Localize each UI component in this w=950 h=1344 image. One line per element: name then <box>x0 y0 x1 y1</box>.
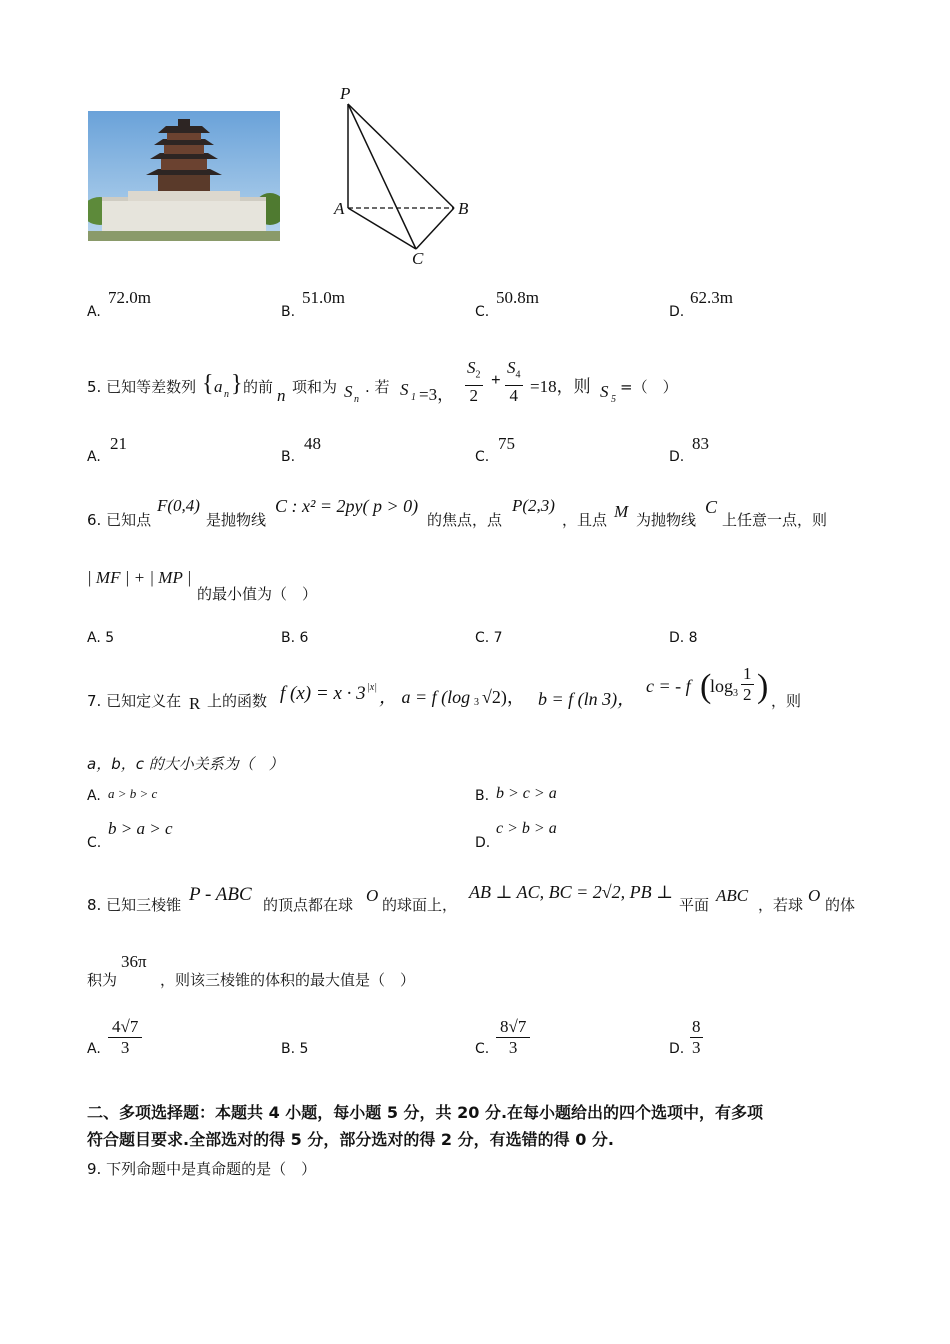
q5-plus: + <box>491 370 501 389</box>
q4-option-d-letter[interactable]: D. <box>669 304 685 320</box>
q5-option-a-letter[interactable]: A. <box>87 449 101 465</box>
q5-option-d-letter[interactable]: D. <box>669 449 685 465</box>
q7-c-paren-r: ) <box>757 668 769 705</box>
label-A: A <box>334 199 345 218</box>
q4-option-c-letter[interactable]: C. <box>475 304 490 320</box>
q7-option-c-value: b > a > c <box>108 819 173 838</box>
q7-R: R <box>189 694 201 713</box>
q6-t4: 为抛物线 <box>636 511 697 529</box>
q8-option-a-den: 3 <box>120 1038 130 1057</box>
q8-ABC: ABC <box>716 886 749 905</box>
q5-cond1-val: =3， <box>419 385 455 404</box>
q7-func-sup: |x| <box>367 682 377 693</box>
label-P: P <box>340 84 351 103</box>
q7-line2: a，b，c 的大小关系为（ ） <box>87 755 284 773</box>
q5-option-d-value: 83 <box>692 434 709 453</box>
q5-option-c-letter[interactable]: C. <box>475 449 490 465</box>
q5-S5-sub: 5 <box>611 394 616 405</box>
q6-option-b[interactable]: B. 6 <box>281 630 309 646</box>
q6-prefix: 6. 已知点 <box>87 511 152 529</box>
q8-cond: AB ⊥ AC, BC = 2√2, PB ⊥ <box>469 882 674 902</box>
q5-seq-sub: n <box>224 389 229 400</box>
q6-expr: | MF | + | MP | <box>87 568 192 587</box>
q4-option-d-value: 62.3m <box>690 288 733 307</box>
q4-option-c-value: 50.8m <box>496 288 539 307</box>
section-2-line1: 二、多项选择题：本题共 4 小题，每小题 5 分，共 20 分.在每小题给出的四个选项中，有多项 <box>87 1103 764 1122</box>
q5-n: n <box>277 386 286 405</box>
pavilion-image <box>88 111 280 241</box>
q6-t6: 的最小值为（ ） <box>197 585 318 603</box>
q5-S5: S <box>600 382 609 401</box>
q8-line2b: ，则该三棱锥的体积的最大值是（ ） <box>160 971 416 989</box>
q8-pyr: P - ABC <box>189 884 252 905</box>
q5-t3: . 若 <box>365 378 390 396</box>
q6-C2: C <box>705 497 718 517</box>
q8-option-c-letter[interactable]: C. <box>475 1041 490 1057</box>
q7-a: ， a = f (log <box>379 687 471 707</box>
q7-t1: 上的函数 <box>207 692 268 710</box>
q6-t5: 上任意一点，则 <box>722 511 828 529</box>
q7-c-paren-l: ( <box>700 668 712 705</box>
q7-c: c = - f <box>646 676 691 696</box>
q5-S: S <box>344 382 353 401</box>
q7-option-d-letter[interactable]: D. <box>475 835 491 851</box>
q7-option-d-value: c > b > a <box>496 820 557 837</box>
q5-S-sub: n <box>354 394 359 405</box>
q5-option-a-value: 21 <box>110 434 127 453</box>
question-9: 9. 下列命题中是真命题的是（ ） <box>87 1160 317 1178</box>
q5-option-b-value: 48 <box>304 434 321 453</box>
q5-frac-2 <box>505 358 523 406</box>
q8-t4: ，若球 <box>758 896 804 914</box>
pavilion-photo <box>88 111 280 241</box>
q7-c-log: log <box>710 676 734 696</box>
q5-frac1-den: 2 <box>469 386 478 406</box>
q7-func: f (x) = x · 3 <box>280 683 366 704</box>
q5-seq: a <box>214 377 223 396</box>
q8-t1: 的顶点都在球 <box>263 896 354 914</box>
q6-F: F(0,4) <box>157 496 200 515</box>
q8-line2a: 积为 <box>87 971 118 989</box>
q5-option-c-value: 75 <box>498 434 515 453</box>
q7-a-arg: √2)， <box>482 687 525 707</box>
q5-frac2-num: S <box>507 358 516 377</box>
q7-option-a-value: a > b > c <box>108 786 158 801</box>
q4-option-b-value: 51.0m <box>302 288 345 307</box>
q5-frac1-num: S <box>467 358 476 377</box>
q5-eq18: =18，则 <box>530 377 591 396</box>
q5-cond1: S <box>400 380 409 399</box>
q6-option-a[interactable]: A. 5 <box>87 630 115 646</box>
label-B: B <box>458 199 469 218</box>
q8-vol: 36π <box>121 952 147 971</box>
q5-end: =（ ） <box>620 378 678 396</box>
q5-brace-left: { <box>202 371 214 397</box>
q8-t5: 的体 <box>825 896 856 914</box>
pyramid-figure <box>326 84 486 272</box>
q8-prefix: 8. 已知三棱锥 <box>87 896 182 914</box>
q6-t3: ，且点 <box>562 511 608 529</box>
q8-t3: 平面 <box>679 896 710 914</box>
section-2-line2: 符合题目要求.全部选对的得 5 分，部分选对的得 2 分，有选错的得 0 分. <box>87 1130 614 1149</box>
q8-O: O <box>366 886 379 905</box>
q8-option-c-den: 3 <box>508 1038 518 1057</box>
q5-brace-right: } <box>231 371 243 397</box>
q6-option-c[interactable]: C. 7 <box>475 630 503 646</box>
q7-option-c-letter[interactable]: C. <box>87 835 102 851</box>
q8-option-d-den: 3 <box>692 1038 701 1057</box>
q5-t2: 项和为 <box>292 378 338 396</box>
q7-t2: ，则 <box>771 692 802 710</box>
label-C: C <box>412 249 424 268</box>
q5-option-b-letter[interactable]: B. <box>281 449 296 465</box>
q8-option-b[interactable]: B. 5 <box>281 1041 309 1057</box>
q5-prefix: 5. 已知等差数列 <box>87 378 197 396</box>
q5-frac2-den: 4 <box>509 386 518 406</box>
q8-option-d-letter[interactable]: D. <box>669 1041 685 1057</box>
q8-option-d-frac <box>690 1017 703 1058</box>
q4-option-a-value: 72.0m <box>108 288 151 307</box>
q7-c-num: 1 <box>743 664 752 683</box>
q7-a-sub: 3 <box>474 697 479 708</box>
q8-O2: O <box>808 886 821 905</box>
q8-option-a-frac <box>108 1017 142 1058</box>
q7-option-a-letter[interactable]: A. <box>87 788 101 804</box>
q7-option-b-letter[interactable]: B. <box>475 788 490 804</box>
q7-b: b = f (ln 3)， <box>538 689 636 709</box>
q8-option-c-num: 8√7 <box>496 1017 530 1038</box>
q5-cond1-sub: 1 <box>411 392 416 403</box>
q7-prefix: 7. 已知定义在 <box>87 692 182 710</box>
q7-option-b-value: b > c > a <box>496 785 557 802</box>
q6-M: M <box>614 502 629 521</box>
q5-t1: 的前 <box>243 378 274 396</box>
q7-c-sub: 3 <box>733 688 738 699</box>
q8-option-c-frac <box>496 1017 530 1058</box>
q4-option-b-letter[interactable]: B. <box>281 304 296 320</box>
q5-frac-1 <box>465 358 483 406</box>
q8-option-a-letter[interactable]: A. <box>87 1041 101 1057</box>
q5-frac1-num-sub: 2 <box>475 369 481 381</box>
q4-option-a-letter[interactable]: A. <box>87 304 101 320</box>
q8-t2: 的球面上， <box>382 896 458 914</box>
pyramid-diagram <box>326 84 486 272</box>
q7-c-frac <box>741 664 754 705</box>
q6-t2: 的焦点，点 <box>427 511 503 529</box>
q6-option-d[interactable]: D. 8 <box>669 630 698 646</box>
question-5 <box>87 358 887 406</box>
q5-frac2-num-sub: 4 <box>515 369 521 381</box>
q6-t1: 是抛物线 <box>206 511 267 529</box>
q8-option-a-num: 4√7 <box>108 1017 142 1038</box>
q7-c-den: 2 <box>743 685 752 704</box>
q6-P: P(2,3) <box>512 496 555 515</box>
q8-option-d-num: 8 <box>692 1017 701 1036</box>
q6-C: C : x² = 2py( p > 0) <box>275 496 419 516</box>
